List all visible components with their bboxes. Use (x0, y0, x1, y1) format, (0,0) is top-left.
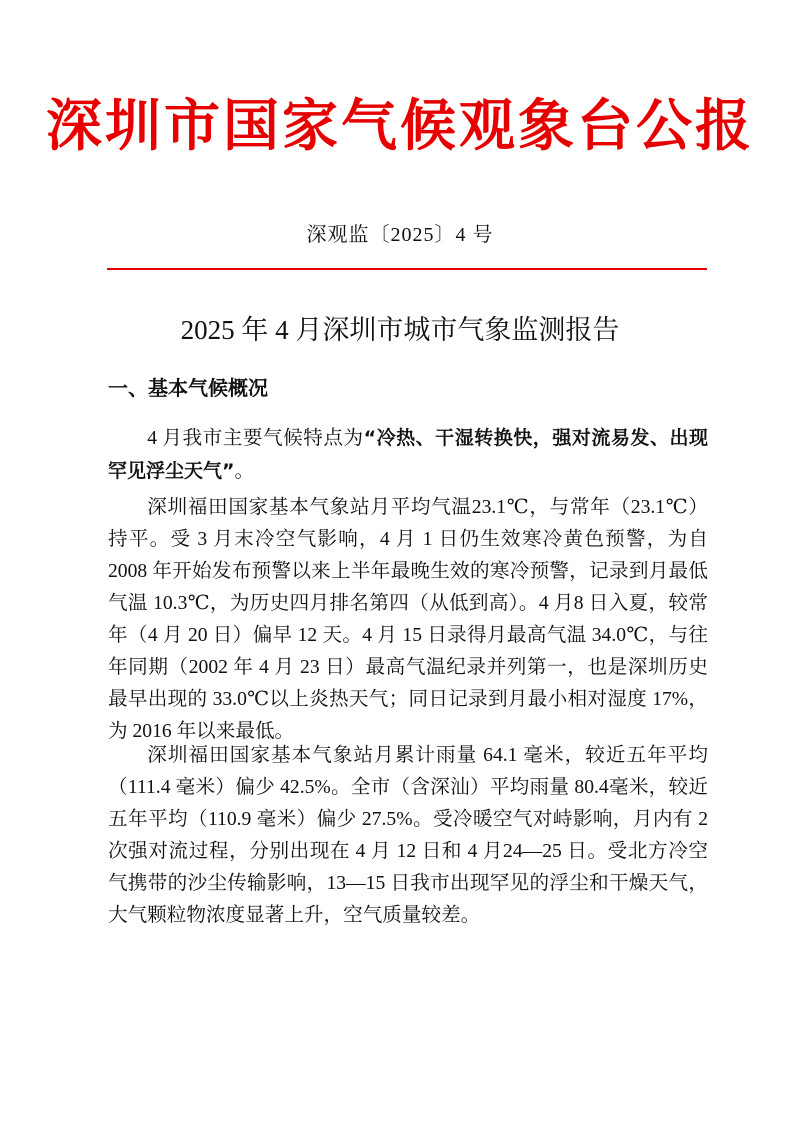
summary-tail: 。 (234, 461, 255, 482)
report-title: 2025 年 4 月深圳市城市气象监测报告 (180, 315, 620, 345)
document-number: 深观监〔2025〕4 号 (306, 224, 494, 246)
paragraph-rainfall: 深圳福田国家基本气象站月累计雨量 64.1 毫米，较近五年平均（111.4 毫米）偏少 42.5%。全市（含深汕）平均雨量 80.4毫米，较近五年平均（110.9 毫米）偏少 27.5%。受冷暖空气对峙影响，月内有 2 次强对流过程，分别出现在 4 月 12 日和 4 月24—25 日。受北方冷空气携带的沙尘传输影响，13—15 日我市出现罕见的浮尘和干燥天气，大气颗粒物浓度显著上升，空气质量较差。 (108, 745, 708, 926)
summary-highlight: “冷热、干湿转换快，强对流易发、出现罕见浮尘天气” (108, 427, 708, 482)
section-heading: 一、基本气候概况 (108, 376, 268, 400)
paragraph-climate-summary (108, 422, 708, 488)
summary-lead: 4 月我市主要气候特点为 (147, 428, 364, 449)
paragraph-temperature: 深圳福田国家基本气象站月平均气温23.1℃，与常年（23.1℃）持平。受 3 月末冷空气影响，4 月 1 日仍生效寒冷黄色预警，为自2008 年开始发布预警以来上半年最晚生效的寒冷预警，记录到月最低气温 10.3℃，为历史四月排名第四（从低到高）。4 月8 日入夏，较常年（4 月 20 日）偏早 12 天。4 月 15 日录得月最高气温 34.0℃，与往年同期（2002 年 4 月 23 日）最高气温纪录并列第一，也是深圳历史最早出现的 33.0℃以上炎热天气；同日记录到月最小相对湿度 17%，为 2016 年以来最低。 (108, 497, 708, 742)
agency-masthead: 深圳市国家气候观象台公报 (46, 93, 754, 159)
red-divider (107, 268, 707, 270)
